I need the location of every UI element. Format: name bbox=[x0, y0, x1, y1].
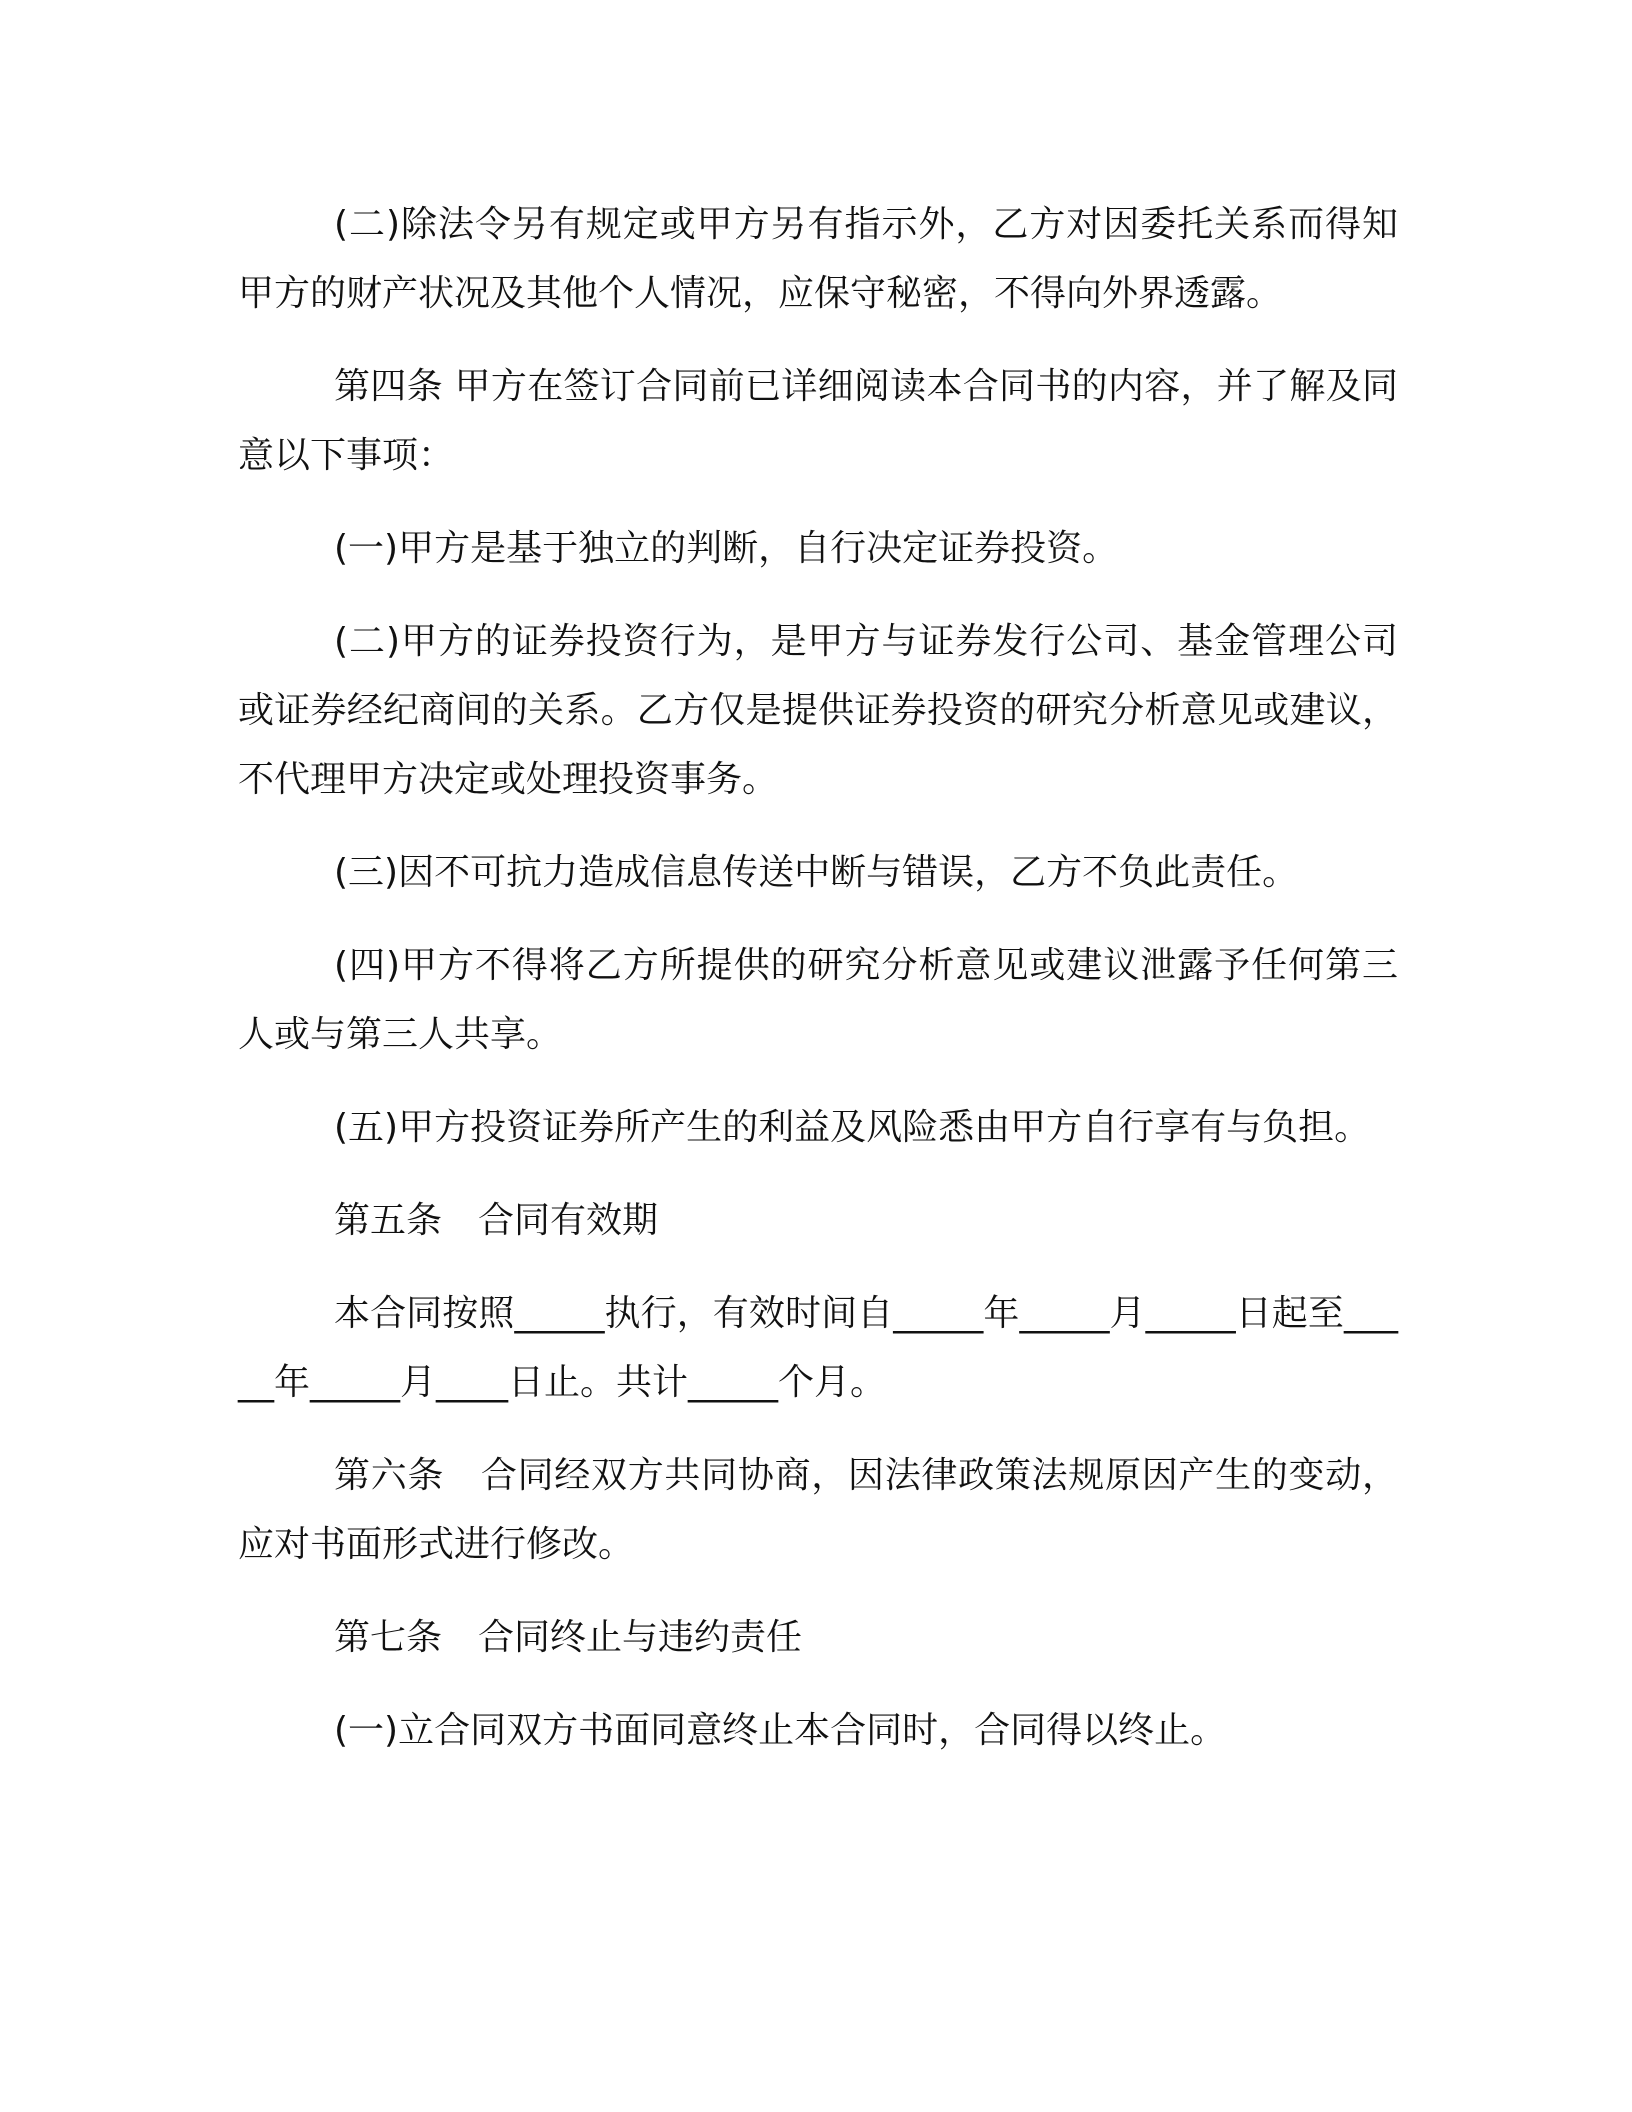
paragraph-article-4-5: (五)甲方投资证券所产生的利益及风险悉由甲方自行享有与负担。 bbox=[334, 1107, 1371, 1148]
paragraph-article-4: 第四条 甲方在签订合同前已详细阅读本合同书的内容，并了解及同意以下事项： bbox=[238, 366, 1398, 476]
paragraph-article-5-term: 本合同按照_____执行，有效时间自_____年_____月_____日起至_____年_____月____日止。共计_____个月。 bbox=[238, 1293, 1398, 1403]
paragraph-article-6: 第六条 合同经双方共同协商，因法律政策法规原因产生的变动，应对书面形式进行修改。 bbox=[238, 1455, 1398, 1565]
document-body bbox=[238, 190, 1398, 1789]
paragraph-article-7-1: (一)立合同双方书面同意终止本合同时，合同得以终止。 bbox=[334, 1710, 1227, 1751]
heading-article-7: 第七条 合同终止与违约责任 bbox=[334, 1617, 803, 1658]
paragraph-article-4-4: (四)甲方不得将乙方所提供的研究分析意见或建议泄露予任何第三人或与第三人共享。 bbox=[238, 945, 1398, 1055]
paragraph-article-4-1: (一)甲方是基于独立的判断，自行决定证券投资。 bbox=[334, 528, 1119, 569]
paragraph-article-4-3: (三)因不可抗力造成信息传送中断与错误，乙方不负此责任。 bbox=[334, 852, 1299, 893]
heading-article-5: 第五条 合同有效期 bbox=[334, 1200, 659, 1241]
paragraph-article-4-2: (二)甲方的证券投资行为，是甲方与证券发行公司、基金管理公司或证券经纪商间的关系。乙方仅是提供证券投资的研究分析意见或建议，不代理甲方决定或处理投资事务。 bbox=[238, 621, 1398, 800]
paragraph-clause-3-2: (二)除法令另有规定或甲方另有指示外，乙方对因委托关系而得知甲方的财产状况及其他个人情况，应保守秘密，不得向外界透露。 bbox=[238, 204, 1398, 314]
